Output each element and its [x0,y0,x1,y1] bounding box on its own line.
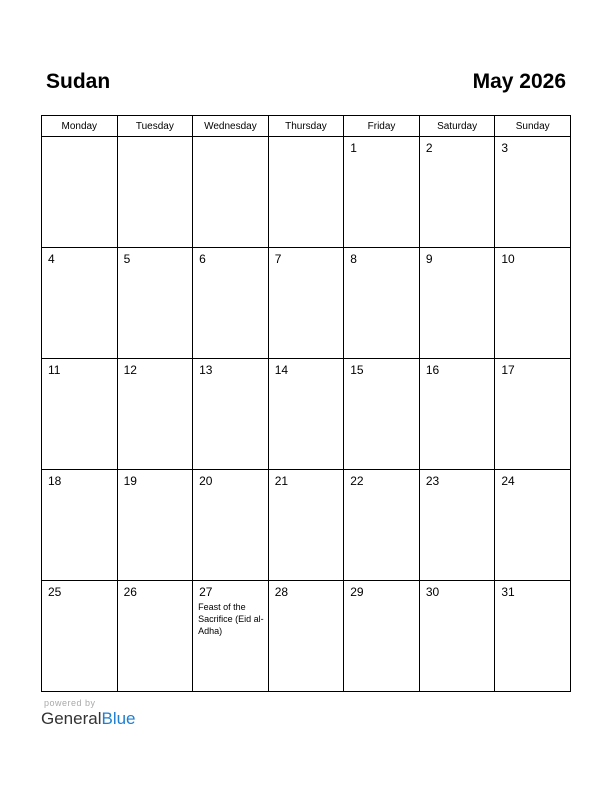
day-cell [42,137,118,248]
week-row-1 [42,137,571,248]
day-number [269,137,344,141]
weekday-tuesday: Tuesday [117,116,193,137]
day-cell [117,359,193,470]
day-number: 29 [350,585,364,599]
day-cell [117,248,193,359]
weekday-thursday: Thursday [268,116,344,137]
day-number: 27 [199,585,213,599]
logo-blue-text: Blue [101,709,136,728]
day-cell [193,137,269,248]
day-number: 1 [350,141,357,155]
weekday-wednesday: Wednesday [193,116,269,137]
day-number: 23 [425,474,440,488]
day-cell [344,137,420,248]
day-number: 25 [48,585,62,599]
day-cell [419,359,495,470]
calendar-header [46,70,566,98]
day-cell [42,248,118,359]
weekday-sunday: Sunday [495,116,571,137]
week-row-5 [42,581,571,692]
day-cell [193,470,269,581]
day-number [42,137,117,141]
day-cell [419,248,495,359]
day-cell [495,470,571,581]
day-number: 20 [199,474,213,488]
day-cell [495,248,571,359]
day-cell [42,359,118,470]
day-number: 5 [123,252,131,266]
day-number [193,137,268,141]
day-cell [117,137,193,248]
day-cell [344,359,420,470]
day-number: 9 [425,252,433,266]
weekday-header-row [42,116,571,137]
weekday-saturday: Saturday [419,116,495,137]
day-number: 15 [350,363,364,377]
weekday-monday: Monday [42,116,118,137]
country-title: Sudan [46,70,111,93]
week-row-4 [42,470,571,581]
day-cell [268,137,344,248]
day-cell [42,581,118,692]
day-number: 14 [274,363,289,377]
day-cell [419,581,495,692]
logo-general-text: General [41,709,102,728]
day-number: 8 [350,252,357,266]
day-number: 21 [274,474,289,488]
day-number: 7 [274,252,282,266]
day-number: 26 [123,585,137,599]
weekday-friday: Friday [344,116,420,137]
day-cell [419,470,495,581]
day-number [118,137,193,141]
day-number: 2 [425,141,433,155]
day-number: 11 [48,363,61,377]
day-number: 13 [199,363,213,377]
day-cell [344,470,420,581]
day-cell [268,581,344,692]
powered-by-text: powered by [44,698,96,708]
day-number: 16 [425,363,440,377]
day-number: 28 [274,585,289,599]
day-number: 24 [501,474,515,488]
day-number: 4 [48,252,55,266]
day-cell [495,137,571,248]
day-cell [193,359,269,470]
month-year-title: May 2026 [472,70,566,93]
day-cell-holiday [193,581,269,692]
day-number: 6 [199,252,206,266]
day-cell [193,248,269,359]
day-cell [344,248,420,359]
day-number: 19 [123,474,137,488]
day-cell [419,137,495,248]
footer-branding [41,698,136,729]
week-row-3 [42,359,571,470]
day-number: 3 [501,141,509,155]
day-number: 17 [501,363,515,377]
day-cell [495,359,571,470]
day-cell [117,470,193,581]
day-cell [268,470,344,581]
day-number: 12 [123,363,137,377]
day-cell [268,359,344,470]
day-number: 31 [501,585,515,599]
week-row-2 [42,248,571,359]
day-cell [268,248,344,359]
holiday-event-label: Feast of the Sacrifice (Eid al-Adha) [198,602,264,636]
calendar-grid [41,115,571,692]
day-cell [117,581,193,692]
day-number: 10 [501,252,515,266]
day-number: 22 [350,474,364,488]
day-cell [42,470,118,581]
day-number: 18 [48,474,62,488]
day-number: 30 [425,585,440,599]
day-cell [495,581,571,692]
day-cell [344,581,420,692]
generalblue-logo[interactable] [41,709,136,729]
